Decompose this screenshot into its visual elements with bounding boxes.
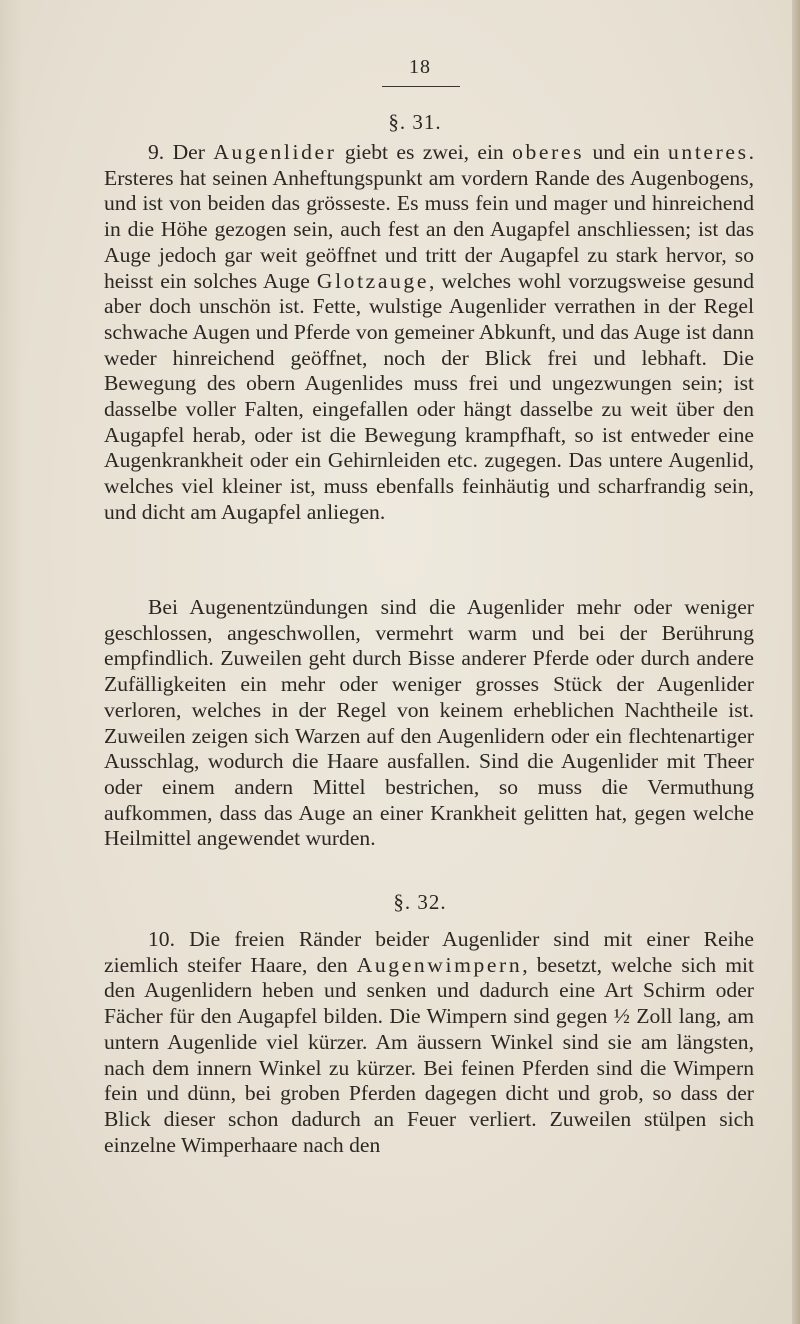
paragraph-augenlider: [104, 140, 754, 526]
section-heading-31: §. 31.: [388, 110, 442, 134]
term-unteres: unteres: [668, 140, 749, 164]
text-run: und ein: [584, 140, 669, 164]
text-run: , welches wohl vorzugsweise gesund aber doch unschön ist. Fette, wulstige Augenlider verrathen in der Regel schwache Augen und Pferde von gemeiner Abkunft, und das Auge ist dann weder hinreichend geöffnet, noch der Blick frei und lebhaft. Die Bewegung des obern Augenlides muss frei und ungezwungen sein; ist dasselbe voller Falten, eingefallen oder hängt dasselbe zu weit über den Augapfel herab, oder ist die Bewegung krampfhaft, so ist entweder eine Augenkrankheit oder ein Gehirnleiden etc. zugegen. Das untere Augenlid, welches viel kleiner ist, muss ebenfalls feinhäutig und scharfrandig sein, und dicht am Augapfel anliegen.: [104, 268, 755, 524]
term-augenlider: Augenlider: [213, 140, 337, 164]
text-run: giebt es zwei, ein: [336, 140, 513, 164]
paragraph-augenentzuendungen: [104, 595, 754, 852]
text-run: Bei Augenentzündungen sind die Augenlider mehr oder weniger geschlossen, angeschwollen, vermehrt warm und bei der Berührung empfindlich. Zuweilen geht durch Bisse anderer Pferde oder durch andere Zufälligkeiten ein mehr oder weniger grosses Stück der Augenlider verloren, welches in der Regel von keinem erheblichen Nachtheile ist. Zuweilen zeigen sich Warzen auf den Augenlidern oder ein flechtenartiger Ausschlag, wodurch die Haare ausfallen. Sind die Augenlider mit Theer oder einem andern Mittel bestrichen, so muss die Vermuthung aufkommen, dass das Auge an einer Krankheit gelitten hat, gegen welche Heilmittel angewendet wurden.: [104, 595, 754, 851]
term-oberes: oberes: [512, 140, 585, 164]
page-edge-shadow: [792, 0, 800, 1324]
text-run: 10. Die freien Ränder beider Augenlider sind mit einer Reihe ziemlich steifer Haare, den: [104, 927, 754, 977]
text-run: 9. Der: [148, 140, 214, 164]
page-number: 18: [409, 56, 431, 78]
text-run: , besetzt, welche sich mit den Augenlidern heben und senken und dadurch eine Art Schirm oder Fächer für den Augapfel bilden. Die Wimpern sind gegen ½ Zoll lang, am untern Augenlide viel kürzer. Am äussern Winkel sind sie am längsten, nach dem innern Winkel zu kürzer. Bei feinen Pferden sind die Wimpern fein und dünn, bei groben Pferden dagegen dicht und grob, so dass der Blick dieser schon dadurch an Feuer verliert. Zuweilen stülpen sich einzelne Wimperhaare nach den: [104, 952, 754, 1157]
term-augenwimpern: Augenwimpern: [356, 952, 523, 977]
section-heading-32: §. 32.: [393, 890, 447, 914]
paragraph-augenwimpern: [104, 927, 754, 1158]
text-run: . Ersteres hat seinen Anheftungspunkt am vordern Rande des Augenbogens, und ist von beiden das grösseste. Es muss fein und mager und hinreichend in die Höhe gezogen sein, auch fest an den Augapfel anschliessen; ist das Auge jedoch gar weit geöffnet und tritt der Augapfel zu stark hervor, so heisst ein solches Auge: [104, 140, 754, 293]
page-number-rule: [382, 86, 460, 87]
term-glotzauge: Glotzauge: [316, 268, 430, 293]
